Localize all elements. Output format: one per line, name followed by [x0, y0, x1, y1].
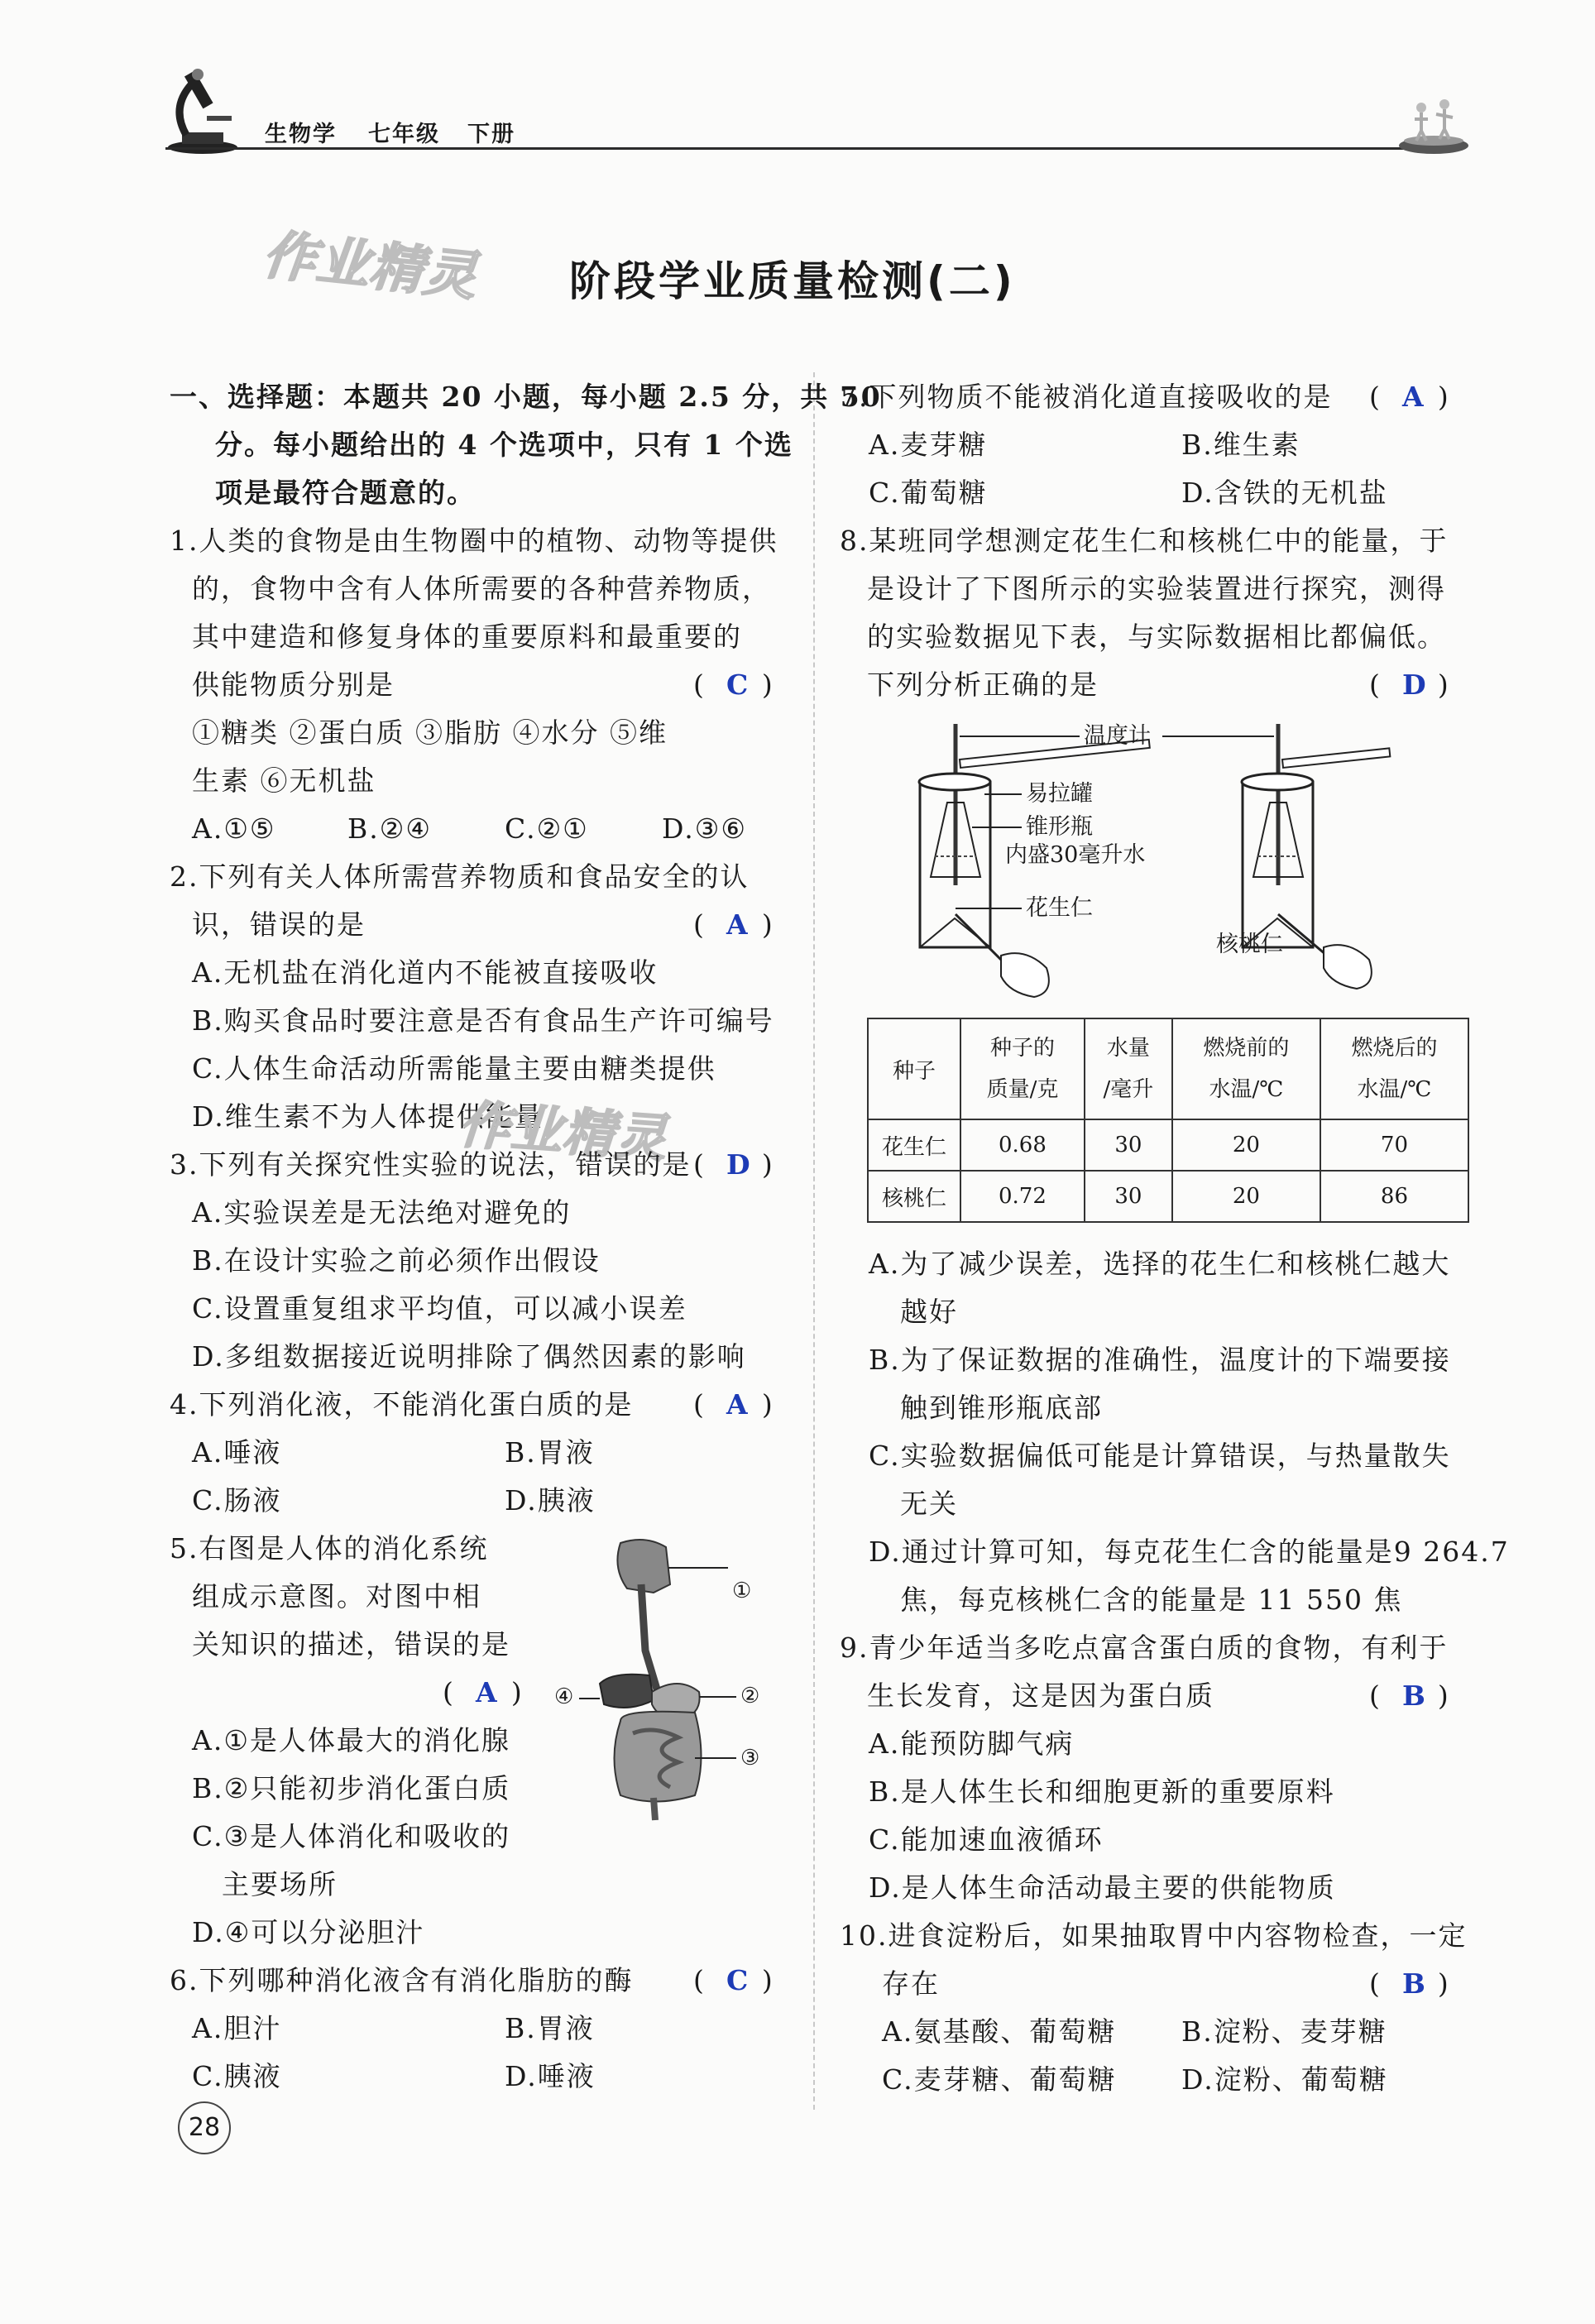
q1-stem: 1.人类的食物是由生物圈中的植物、动物等提供: [170, 525, 778, 557]
q10-answer-paren: ( ): [1369, 1967, 1449, 2000]
q1-answer-paren: ( ): [693, 668, 773, 701]
q5-answer-paren: ( ): [443, 1676, 522, 1708]
q1-stem: 供能物质分别是: [192, 668, 395, 701]
q1-option-d[interactable]: D.③⑥: [662, 812, 747, 845]
q8-option-d-cont: 焦，每克核桃仁含的能量是 11 550 焦: [900, 1584, 1403, 1616]
q5-option-b[interactable]: B.②只能初步消化蛋白质: [192, 1772, 511, 1804]
q8-option-c-cont: 无关: [900, 1488, 958, 1520]
q8-answer: D: [1402, 668, 1426, 701]
q9-option-a[interactable]: A.能预防脚气病: [869, 1727, 1075, 1760]
q4-option-b[interactable]: B.胃液: [505, 1436, 595, 1469]
q8-answer-paren: ( ): [1369, 668, 1449, 701]
table-cell: 核桃仁: [868, 1171, 960, 1222]
q3-answer-paren: ( ): [693, 1148, 773, 1181]
header-subject: 生物学: [265, 122, 337, 147]
label-thermometer: 温度计: [1084, 723, 1151, 749]
q7-option-d[interactable]: D.含铁的无机盐: [1181, 477, 1388, 509]
q9-option-d[interactable]: D.是人体生命活动最主要的供能物质: [869, 1871, 1336, 1904]
q7-stem: 7.下列物质不能被消化道直接吸收的是: [840, 381, 1333, 413]
q6-stem: 6.下列哪种消化液含有消化脂肪的酶: [170, 1964, 634, 1996]
q1-option-b[interactable]: B.②④: [347, 812, 432, 845]
table-cell: 70: [1320, 1119, 1468, 1171]
q8-stem: 下列分析正确的是: [867, 668, 1099, 701]
label-peanut: 花生仁: [1026, 895, 1093, 921]
q9-stem: 9.青少年适当多吃点富含蛋白质的食物，有利于: [840, 1632, 1449, 1664]
q4-answer: A: [726, 1388, 748, 1421]
q2-stem: 2.下列有关人体所需营养物质和食品安全的认: [170, 860, 750, 893]
q1-stem: 的，食物中含有人体所需要的各种营养物质，: [192, 573, 771, 605]
q2-option-d[interactable]: D.维生素不为人体提供能量: [192, 1100, 544, 1133]
q6-option-d[interactable]: D.唾液: [505, 2060, 596, 2092]
table-header-cell: 燃烧前的 水温/℃: [1172, 1018, 1320, 1119]
q5-marker-3: ③: [740, 1746, 760, 1771]
q8-data-table: [867, 1018, 1469, 1223]
header-volume: 下册: [467, 122, 515, 147]
q3-option-d[interactable]: D.多组数据接近说明排除了偶然因素的影响: [192, 1340, 746, 1373]
label-water: 内盛30毫升水: [1005, 842, 1146, 868]
q4-stem: 4.下列消化液，不能消化蛋白质的是: [170, 1388, 634, 1421]
table-header-cell: 种子的 质量/克: [960, 1018, 1085, 1119]
q9-answer: B: [1402, 1680, 1425, 1712]
q8-option-b-cont: 触到锥形瓶底部: [900, 1392, 1103, 1424]
q8-option-a[interactable]: A.为了减少误差，选择的花生仁和核桃仁越大: [869, 1248, 1451, 1280]
table-cell: 0.72: [960, 1171, 1085, 1222]
q6-answer: C: [726, 1964, 749, 1996]
q1-option-c[interactable]: C.②①: [505, 812, 589, 845]
q5-option-c[interactable]: C.③是人体消化和吸收的: [192, 1820, 511, 1852]
q3-option-c[interactable]: C.设置重复组求平均值，可以减小误差: [192, 1292, 687, 1325]
q4-option-d[interactable]: D.胰液: [505, 1484, 596, 1517]
label-flask: 锥形瓶: [1026, 814, 1093, 840]
q6-option-b[interactable]: B.胃液: [505, 2012, 595, 2044]
table-row: [868, 1119, 1468, 1171]
q8-option-d[interactable]: D.通过计算可知，每克花生仁含的能量是9 264.7: [869, 1536, 1510, 1568]
q5-answer: A: [476, 1676, 497, 1708]
q8-stem: 的实验数据见下表，与实际数据相比都偏低。: [867, 621, 1446, 653]
q6-option-c[interactable]: C.胰液: [192, 2060, 282, 2092]
section-heading-cont: 项是最符合题意的。: [215, 477, 476, 509]
q6-answer-paren: ( ): [693, 1964, 773, 1996]
q7-answer-paren: ( ): [1369, 381, 1449, 413]
table-cell: 花生仁: [868, 1119, 960, 1171]
q5-marker-4: ④: [554, 1684, 574, 1709]
q10-option-c[interactable]: C.麦芽糖、葡萄糖: [882, 2063, 1117, 2096]
q10-option-b[interactable]: B.淀粉、麦芽糖: [1181, 2015, 1387, 2048]
column-divider: [813, 372, 815, 2110]
q10-option-d[interactable]: D.淀粉、葡萄糖: [1181, 2063, 1388, 2096]
table-cell: 30: [1085, 1119, 1172, 1171]
q4-answer-paren: ( ): [693, 1388, 773, 1421]
table-cell: 20: [1172, 1119, 1320, 1171]
q4-option-c[interactable]: C.肠液: [192, 1484, 282, 1517]
table-header-cell: 燃烧后的 水温/℃: [1320, 1018, 1468, 1119]
q5-option-d[interactable]: D.④可以分泌胆汁: [192, 1916, 425, 1948]
q3-option-a[interactable]: A.实验误差是无法绝对避免的: [192, 1196, 572, 1229]
table-header-cell: 种子: [868, 1018, 960, 1119]
q10-answer: B: [1402, 1967, 1425, 2000]
q10-option-a[interactable]: A.氨基酸、葡萄糖: [882, 2015, 1117, 2048]
header-decoration-icon: [1396, 89, 1471, 156]
q7-option-c[interactable]: C.葡萄糖: [869, 477, 988, 509]
q5-marker-2: ②: [740, 1684, 760, 1708]
q4-option-a[interactable]: A.唾液: [192, 1436, 282, 1469]
page-title: 阶段学业质量检测(二): [569, 257, 1016, 305]
q2-answer-paren: ( ): [693, 908, 773, 941]
table-cell: 86: [1320, 1171, 1468, 1222]
q1-option-a[interactable]: A.①⑤: [192, 812, 276, 845]
q1-items: 生素 ⑥无机盐: [192, 764, 376, 797]
table-cell: 0.68: [960, 1119, 1085, 1171]
q1-stem: 其中建造和修复身体的重要原料和最重要的: [192, 621, 742, 653]
header-rule: [165, 147, 1456, 150]
microscope-logo: [161, 65, 244, 156]
q5-option-c-cont: 主要场所: [222, 1868, 338, 1900]
q7-option-b[interactable]: B.维生素: [1181, 429, 1300, 461]
watermark: 作业精灵: [260, 224, 481, 309]
table-cell: 20: [1172, 1171, 1320, 1222]
q9-answer-paren: ( ): [1369, 1680, 1449, 1712]
experiment-apparatus-diagram: [902, 720, 1398, 1001]
q5-stem: 关知识的描述，错误的是: [192, 1628, 510, 1660]
table-row: [868, 1171, 1468, 1222]
q2-option-b[interactable]: B.购买食品时要注意是否有食品生产许可编号: [192, 1004, 774, 1037]
q5-stem: 5.右图是人体的消化系统: [170, 1532, 489, 1565]
page-number: 28: [178, 2101, 231, 2154]
q3-stem: 3.下列有关探究性实验的说法，错误的是: [170, 1148, 692, 1181]
q8-option-b[interactable]: B.为了保证数据的准确性，温度计的下端要接: [869, 1344, 1451, 1376]
q7-answer: A: [1402, 381, 1424, 413]
label-can: 易拉罐: [1026, 781, 1093, 807]
q8-stem: 8.某班同学想测定花生仁和核桃仁中的能量，于: [840, 525, 1449, 557]
q5-stem: 组成示意图。对图中相: [192, 1580, 481, 1612]
q5-marker-1: ①: [732, 1579, 752, 1603]
q3-option-b[interactable]: B.在设计实验之前必须作出假设: [192, 1244, 601, 1277]
q2-answer: A: [726, 908, 748, 941]
q9-option-c[interactable]: C.能加速血液循环: [869, 1823, 1104, 1856]
q3-answer: D: [726, 1148, 750, 1181]
q2-option-c[interactable]: C.人体生命活动所需能量主要由糖类提供: [192, 1052, 716, 1085]
section-heading-cont: 分。每小题给出的 4 个选项中，只有 1 个选: [215, 429, 793, 461]
table-cell: 30: [1085, 1171, 1172, 1222]
q6-option-a[interactable]: A.胆汁: [192, 2012, 282, 2044]
header-grade: 七年级: [368, 122, 440, 147]
q2-option-a[interactable]: A.无机盐在消化道内不能被直接吸收: [192, 956, 659, 989]
q5-option-a[interactable]: A.①是人体最大的消化腺: [192, 1724, 510, 1756]
table-header-row: [868, 1018, 1468, 1119]
q1-items: ①糖类 ②蛋白质 ③脂肪 ④水分 ⑤维: [192, 716, 668, 749]
label-walnut: 核桃仁: [1216, 932, 1283, 957]
section-heading: 一、选择题：本题共 20 小题，每小题 2.5 分，共 50: [170, 381, 882, 413]
q8-stem: 是设计了下图所示的实验装置进行探究，测得: [867, 573, 1446, 605]
q10-stem: 存在: [882, 1967, 940, 2000]
q9-stem: 生长发育，这是因为蛋白质: [867, 1680, 1214, 1712]
q8-option-a-cont: 越好: [900, 1296, 958, 1328]
q2-stem: 识，错误的是: [192, 908, 366, 941]
q9-option-b[interactable]: B.是人体生长和细胞更新的重要原料: [869, 1775, 1335, 1808]
watermark: 作业精灵: [457, 1094, 669, 1169]
q1-answer: C: [726, 668, 749, 701]
table-header-cell: 水量 /毫升: [1085, 1018, 1172, 1119]
q10-stem: 10.进食淀粉后，如果抽取胃中内容物检查，一定: [840, 1919, 1468, 1952]
q8-option-c[interactable]: C.实验数据偏低可能是计算错误，与热量散失: [869, 1440, 1451, 1472]
q7-option-a[interactable]: A.麦芽糖: [869, 429, 988, 461]
